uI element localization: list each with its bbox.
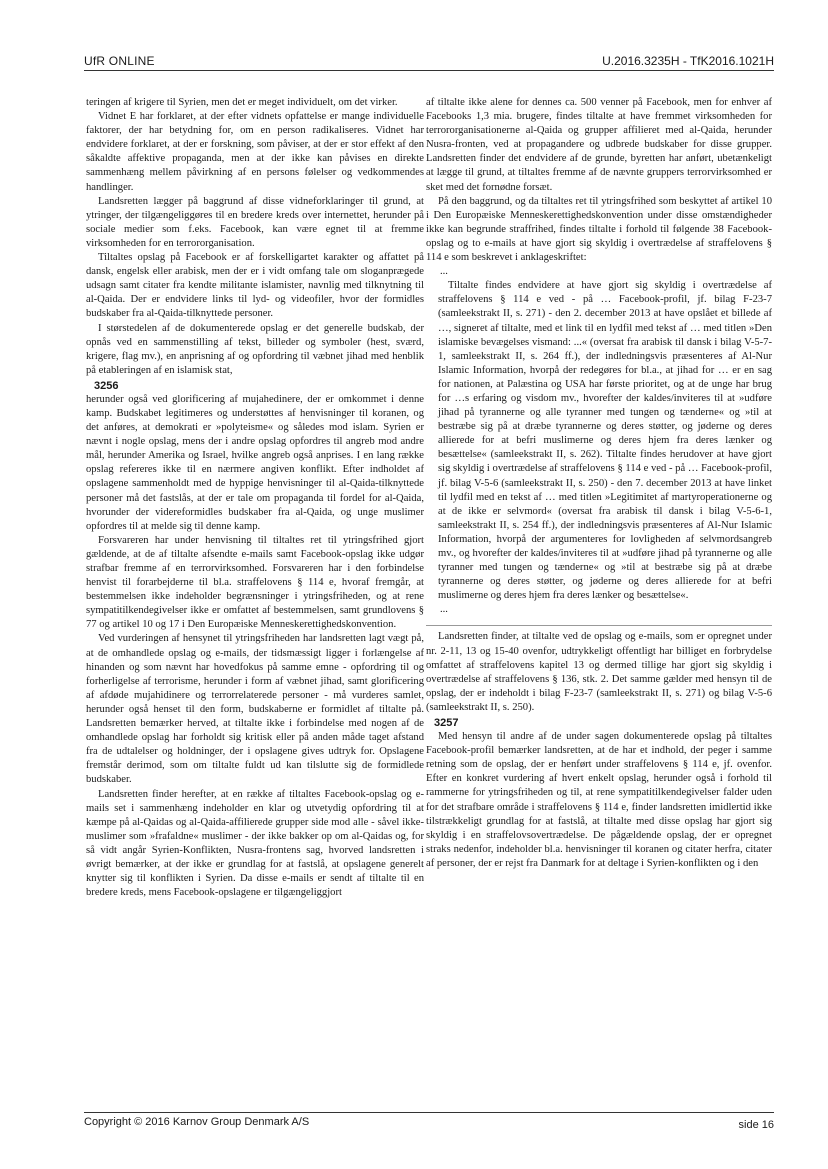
paragraph: Tiltaltes opslag på Facebook er af forskelligartet karakter og affattet på dansk, engelsk eller arabisk, men der er i vidt omfang tale om sloganprægede udsagn samt citater fra kendte militante islamister, navnlig med tilknytning til al-Qaida. Der er endvidere links til lyd- og videofiler, hvor der formidles budskaber fra al-Qaida-tilknyttede personer. (86, 252, 424, 320)
section-number: 3257 (434, 717, 459, 730)
paragraph: Landsretten finder herefter, at en række af tiltaltes Facebook-opslag og e-mails set i sammenhæng indeholder en klar og utvetydig opfordring til at kæmpe på al-Qaidas og al-Qaida-affilierede grupper side mod alle - såvel ikke-muslimer som »frafaldne« muslimer - der ikke bakker op om al-Qaidas og, for så vidt angår Syrien-Konflikten, Nusra-frontens sag, hvorved landsretten i øvrigt bemærker, at der ikke er grundlag for at fastslå, at opslagene generelt knytter sig til konflikten i Syrien. Da disse e-mails er sendt af tiltalte til en bredere kreds, mens Facebook-opslagene er tilgængeliggjort (86, 788, 424, 899)
page-number: side 16 (738, 1119, 774, 1131)
left-column (86, 96, 424, 1106)
page-footer (84, 1112, 774, 1131)
quoted-paragraph: Tiltalte findes endvidere at have gjort sig skyldig i overtrædelse af straffelovens § 114 e ved - på … Facebook-profil, jf. bilag F-23-7 (samleekstrakt II, s. 271) - den 2. december 2013 at have opslået et billede af …, signeret af tiltalte, med et link til en lydfil med tekst af … med titlen »Den islamiske bevægelses vismand: ...« (oversat fra arabisk til dansk i bilag V-5-7-1, samleekstrakt II, s. 264 ff.), der indledningsvis præsenteres af Al-Nur Islamic Information, hvorpå der redegøres for bl.a., at jihad for … er en sag for nationen, at Palæstina og USA har første prioritet, og at de unge har brug for …s erfaring og visdom mv., hvorefter der kaldes/inviteres til at »udføre jihad på tyrannerne og alle tyranner med tungen og tænderne« og »til at bestræbe sig på at dræbe tyrannerne og deres støtter, og jøderne og deres allierede for at befri muslimerne og deres hjem fra deres lænker og besættelse« (samleekstrakt II, s. 262). Tiltalte findes herudover at have gjort sig skyldig i overtrædelse af straffelovens § 114 e ved - på … Facebook-profil, jf. bilag V-5-6 (samleekstrakt II, s. 250) - den 7. december 2013 at have linket til lydfil med en tekst af … med titlen »Legitimitet af martyroperationerne og at de ikke er selvmord« (oversat fra arabisk til dansk i bilag V-5-6-1, samleekstrakt II, s. 254 ff.), der indledningsvis præsenteres af Al-Nur Islamic Information, hvorpå der argumenteres for lovligheden af selvmordsangreb mv., og hvorefter der kaldes/inviteres til at »udføre jihad på tyrannerne og alle tyranner med tungen og tænderne« og »til at bestræbe sig på at dræbe tyrannerne og deres støtter, og jøderne og deres allierede for at befri muslimerne og deres hjem fra deres lænker og besættelse«. (438, 280, 772, 602)
paragraph: Ved vurderingen af hensynet til ytringsfriheden har landsretten lagt vægt på, at de omhandlede opslag og e-mails, der tidsmæssigt ligger i forlængelse af hinanden og som nævnt har hovedfokus på samme emne - opfordring til og forherligelse af terrorisme, herunder i form af væbnet jihad, samt glorificering af afdøde mujahidinere og terrorrelaterede personer - må vurderes samlet, herunder også henset til den form, budskaberne er formidlet af tiltalte på. Landsretten bemærker herved, at tiltalte ikke i forbindelse med nogen af de omhandlede opslag har forholdt sig kritisk eller på anden måde taget afstand fra de udtalelser og holdninger, der i opslagene gives udtryk for. Opslagene fremstår derimod, som om tiltalte fuldt ud kan tilslutte sig de formidlede budskaber. (86, 633, 424, 786)
publication-name: UfR ONLINE (84, 54, 155, 68)
paragraph: herunder også ved glorificering af mujahedinere, der er omkommet i denne kamp. Budskabet legitimeres og understøttes af henvisninger til koranen, og det anføres, at demokrati er »polyteisme« og således mod islam. Syrien er nævnt i nogle opslag, mens der i andre opslag opfordres til angreb mod andre mål, herunder Amerika og Israel, hvilke angreb også anprises. I en lang række opslag refereres ikke til en nærmere angiven konflikt. Efter indholdet af opslagene sammenholdt med de hyppige henvisninger til al-Qaida-tilknyttede personer må det fastslås, at der er tale om propaganda til fordel for al-Qaida, hvorunder der videreformidles budskaber fra al-Qaida, og unge muslimer opfordres til at melde sig til denne kamp. (86, 393, 424, 532)
paragraph: Vidnet E har forklaret, at der efter vidnets opfattelse er mange individuelle faktorer, der har betydning for, om en person radikaliseres. Vidnet har endvidere forklaret, at der er forskning, som påviser, at der er stor effekt af den såkaldte affektive propaganda, men at der ikke kan påvises en direkte sammenhæng mellem påvirkning af en persons følelser og vedkommendes handlinger. (86, 111, 424, 193)
paragraph: Med hensyn til andre af de under sagen dokumenterede opslag på tiltaltes Facebook-profil bemærker landsretten, at de har et indhold, der peger i samme retning som de opslag, der er henført under straffelovens § 114 e, jf. ovenfor. Efter en konkret vurdering af hvert enkelt opslag, herunder også i forhold til rammerne for ytringsfriheden og til, at rene sympatitilkendegivelser falder uden for det strafbare område i straffelovens § 114 e, finder landsretten imidlertid ikke tilstrækkeligt grundlag for at fastslå, at tiltalte med disse opslag har gjort sig skyldig i en straffelovsovertrædelse. De pågældende opslag, der er opregnet straks nedenfor, indeholder bl.a. henvisninger til koranen og citater herfra, citater af personer, der er rejst fra Danmark for at deltage i Syrien-konflikten og i den (426, 731, 772, 869)
copyright-notice: Copyright © 2016 Karnov Group Denmark A/S (84, 1116, 310, 1128)
paragraph: Landsretten finder, at tiltalte ved de opslag og e-mails, som er opregnet under nr. 2-11, 13 og 15-40 ovenfor, udtrykkeligt offentligt har billiget en forbrydelse omfattet af straffelovens kapitel 13 og dermed tillige har gjort sig skyldig i overtrædelse af straffelovens § 136, stk. 2. Det samme gælder med hensyn til de opslag, der er indeholdt i bilag F-23-7 (samleekstrakt II, s. 271) og bilag V-5-6 (samleekstrakt II, s. 250). (426, 631, 772, 713)
paragraph: I størstedelen af de dokumenterede opslag er det generelle budskab, der opnås ved en sammenstilling af tekst, billeder og symboler (hest, sværd, krigere, flag mv.), en anprisning af og opfordring til væbnet jihad med henblik på etableringen af en islamisk stat, (86, 322, 424, 376)
section-number: 3256 (94, 379, 119, 392)
paragraph: Forsvareren har under henvisning til tiltaltes ret til ytringsfrihed gjort gældende, at de af tiltalte afsendte e-mails samt Facebook-opslag ikke udgør strafbar fremme af en terrorvirksomhed. Forsvareren har i den forbindelse henvist til forarbejderne til bl.a. straffelovens § 114 e, hvoraf fremgår, at bestemmelsen ikke indeholder begrænsninger i ytringsfriheden, og at rene sympatitilkendegivelser ikke er omfattet af bestemmelsen, samt grundlovens § 77 og artikel 10 og 17 i Den Europæiske Menneskerettighedskonvention. (86, 534, 424, 631)
document-reference: U.2016.3235H - TfK2016.1021H (602, 54, 774, 68)
omission-marker: ... (426, 603, 772, 626)
paragraph: På den baggrund, og da tiltaltes ret til ytringsfrihed som beskyttet af artikel 10 i Den Europæiske Menneskerettighedskonvention under disse omstændigheder ikke kan begrunde straffrihed, findes tiltalte i forhold til følgende 38 Facebook-opslag og to e-mails at have gjort sig skyldig i overtrædelse af straffelovens § 114 e som beskrevet i anklageskriftet: (426, 195, 772, 264)
paragraph: Landsretten lægger på baggrund af disse vidneforklaringer til grund, at ytringer, der tilgængeliggøres til en bredere kreds over internettet, herunder på sociale medier som f.eks. Facebook, kan være egnet til at fremme virksomheden for en terrororganisation. (86, 195, 424, 249)
paragraph: af tiltalte ikke alene for dennes ca. 500 venner på Facebook, men for enhver af Facebooks 1,3 mia. brugere, findes tiltalte at have fremmet virksomheden for terrororganisationerne al-Qaida og grupper affilieret med al-Qaida, herunder Nusra-fronten, ved at propagandere og udbrede budskaber for disse grupper. Landsretten finder det endvidere af de grunde, byretten har anført, ubetænkeligt at lægge til grund, at tiltaltes fremme af de nævnte gruppers terrorvirksomhed er sket med det fornødne forsæt. (426, 97, 772, 193)
page-header (84, 52, 774, 71)
right-column (426, 96, 772, 1106)
paragraph: teringen af krigere til Syrien, men det er meget individuelt, om det virker. (86, 97, 398, 108)
omission-marker: ... (440, 266, 448, 278)
